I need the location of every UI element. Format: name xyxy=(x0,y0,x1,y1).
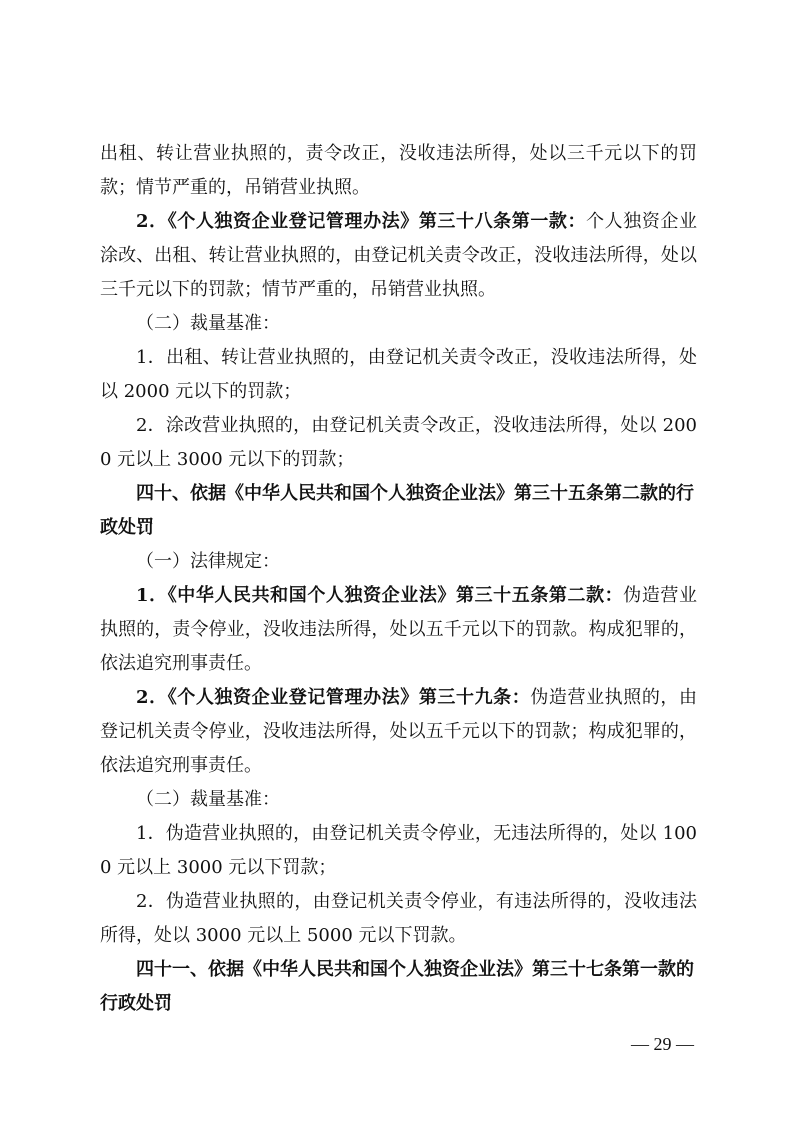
heading-item-40: 四十、依据《中华人民共和国个人独资企业法》第三十五条第二款的行政处罚 xyxy=(100,483,694,538)
regulation-text: 伪造营业执照的，由登记机关责令停业，没收违法所得，处以五千元以下的罚款；构成犯罪的，依法追究刑事责任。 xyxy=(100,687,698,776)
paragraph-law-35 xyxy=(100,579,697,681)
law-text: 伪造营业执照的，责令停业，没收违法所得，处以五千元以下的罚款。构成犯罪的，依法追究刑事责任。 xyxy=(100,585,697,674)
regulation-citation: 2．《个人独资企业登记管理办法》第三十八条第一款： xyxy=(136,211,587,232)
paragraph-standard-1: 1．伪造营业执照的，由登记机关责令停业，无违法所得的，处以 1000 元以上 3000 元以下罚款； xyxy=(100,823,697,878)
section-discretion-standard: （二）裁量基准： xyxy=(136,313,280,334)
section-discretion-standard: （二）裁量基准： xyxy=(136,789,280,810)
paragraph-regulation-39 xyxy=(100,681,697,783)
regulation-text: 个人独资企业涂改、出租、转让营业执照的，由登记机关责令改正，没收违法所得，处以三千元以下的罚款；情节严重的，吊销营业执照。 xyxy=(100,211,698,300)
law-citation: 1．《中华人民共和国个人独资企业法》第三十五条第二款： xyxy=(136,585,624,606)
page-number: — 29 — xyxy=(631,1034,694,1054)
section-legal-provision: （一）法律规定： xyxy=(136,551,280,572)
paragraph-regulation-38 xyxy=(100,205,697,307)
paragraph-continuation: 出租、转让营业执照的，责令改正，没收违法所得，处以三千元以下的罚款；情节严重的，吊销营业执照。 xyxy=(100,143,697,198)
paragraph-standard-2: 2．伪造营业执照的，由登记机关责令停业，有违法所得的，没收违法所得，处以 3000 元以上 5000 元以下罚款。 xyxy=(100,891,697,946)
paragraph-standard-2: 2．涂改营业执照的，由登记机关责令改正，没收违法所得，处以 2000 元以上 3000 元以下的罚款； xyxy=(100,415,697,470)
regulation-citation: 2．《个人独资企业登记管理办法》第三十九条： xyxy=(136,687,531,708)
document-body xyxy=(100,137,697,1021)
paragraph-standard-1: 1．出租、转让营业执照的，由登记机关责令改正，没收违法所得，处以 2000 元以下的罚款； xyxy=(100,347,697,402)
heading-item-41: 四十一、依据《中华人民共和国个人独资企业法》第三十七条第一款的行政处罚 xyxy=(100,959,694,1014)
